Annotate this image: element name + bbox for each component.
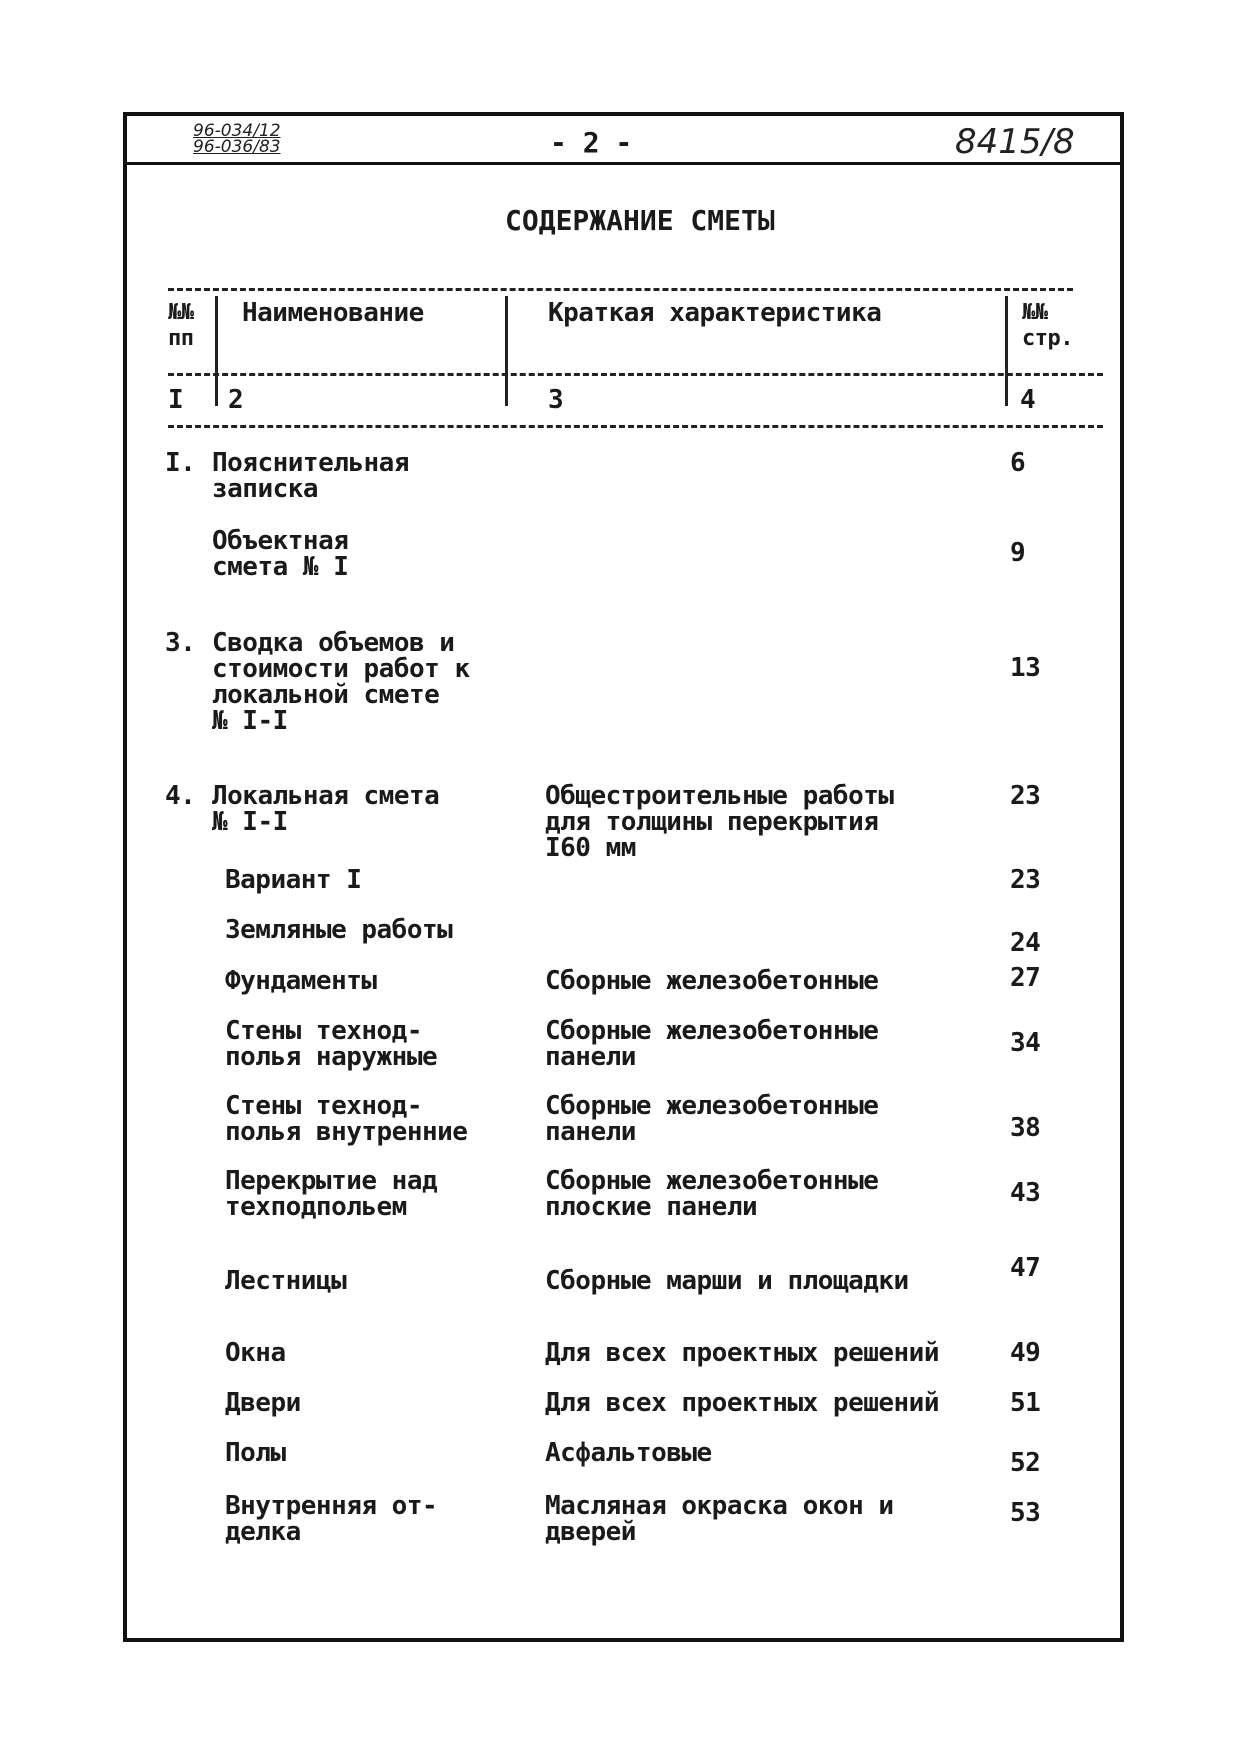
doc-code-line2: 96-036/83 [193,137,281,157]
row-description: Масляная окраска окон и дверей [545,1491,894,1547]
row-number: 3. [165,628,196,658]
row-description: Общестроительные работы для толщины перекрытия I60 мм [545,781,894,863]
table-header-rule [168,373,1103,376]
col2-header: Наименование [242,298,424,328]
col-number-3: 3 [548,385,564,415]
row-name: Перекрытие над техподпольем [225,1166,438,1222]
row-name: Окна [225,1338,286,1368]
row-page: 23 [1010,781,1041,811]
row-page: 52 [1010,1448,1041,1478]
row-name: Полы [225,1438,286,1468]
col1-header-line2: пп [168,326,194,351]
col4-header [1022,300,1073,352]
row-name: Сводка объемов и стоимости работ к локальной смете № I-I [212,628,470,736]
row-page: 24 [1010,928,1041,958]
row-description: Для всех проектных решений [545,1388,939,1418]
row-name: Стены технод- полья внутренние [225,1091,468,1147]
col-separator-3 [1005,296,1008,406]
col-separator-2 [505,296,508,406]
row-description: Сборные железобетонные плоские панели [545,1166,879,1222]
row-page: 38 [1010,1113,1041,1143]
row-name: Двери [225,1388,301,1418]
row-number: 4. [165,781,196,811]
header-divider [123,162,1124,165]
row-name: Объектная смета № I [212,526,349,582]
page-title: СОДЕРЖАНИЕ СМЕТЫ [505,204,775,237]
row-description: Для всех проектных решений [545,1338,939,1368]
col4-header-line2: стр. [1022,326,1073,351]
table-top-rule [168,288,1073,291]
row-name: Земляные работы [225,915,453,945]
col-number-1: I [168,385,184,415]
row-name: Локальная смета № I-I [212,781,440,837]
row-name: Фундаменты [225,966,377,996]
row-page: 43 [1010,1178,1041,1208]
row-description: Сборные железобетонные [545,966,879,996]
row-page: 34 [1010,1028,1041,1058]
row-page: 9 [1010,538,1026,568]
row-number: I. [165,448,196,478]
row-description: Сборные железобетонные панели [545,1016,879,1072]
col4-header-line1: №№ [1022,300,1048,325]
row-description: Асфальтовые [545,1438,712,1468]
page-marker: - 2 - [550,126,632,159]
row-page: 13 [1010,653,1041,683]
col-number-2: 2 [228,385,244,415]
row-name: Внутренняя от- делка [225,1491,438,1547]
col1-header-line1: №№ [168,300,194,325]
row-description: Сборные железобетонные панели [545,1091,879,1147]
doc-number: 8415/8 [955,122,1075,162]
table-numbering-rule [168,425,1103,428]
row-name: Вариант I [225,865,362,895]
row-page: 51 [1010,1388,1041,1418]
col-number-4: 4 [1020,385,1036,415]
row-name: Лестницы [225,1266,347,1296]
row-page: 6 [1010,448,1026,478]
row-page: 53 [1010,1498,1041,1528]
row-page: 47 [1010,1253,1041,1283]
row-description: Сборные марши и площадки [545,1266,909,1296]
row-page: 27 [1010,963,1041,993]
row-page: 23 [1010,865,1041,895]
row-page: 49 [1010,1338,1041,1368]
doc-code-line1: 96-034/12 [193,121,281,141]
col-separator-1 [215,296,218,406]
col1-header [168,300,194,352]
row-name: Пояснительная записка [212,448,409,504]
col3-header: Краткая характеристика [548,298,882,328]
row-name: Стены технод- полья наружные [225,1016,438,1072]
